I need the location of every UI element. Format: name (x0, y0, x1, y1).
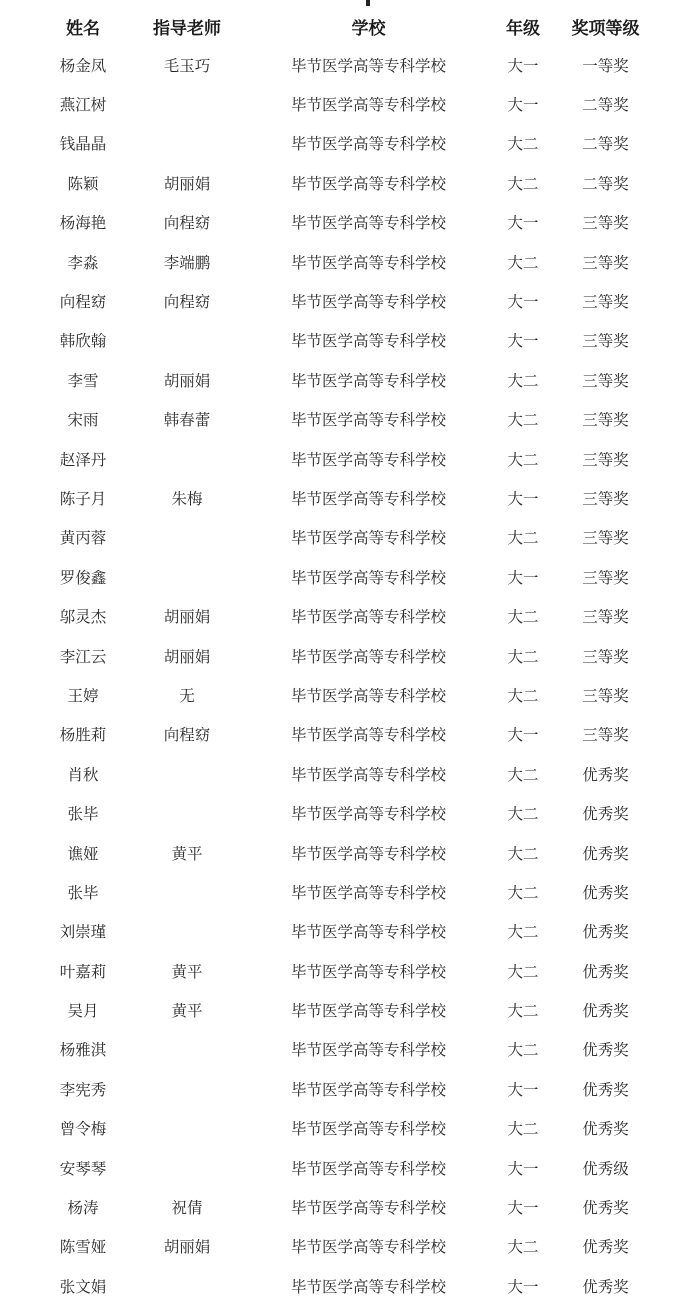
header-award-level: 奖项等级 (571, 19, 640, 39)
header-row (31, 8, 663, 45)
table-row (31, 1227, 663, 1266)
cell-name: 肖秋 (67, 765, 99, 784)
cell-name: 罗俊鑫 (59, 568, 107, 587)
table-row (31, 242, 663, 281)
cell-school: 毕节医学高等专科学校 (290, 962, 446, 981)
cell-teacher (135, 1148, 239, 1187)
cell-school: 毕节医学高等专科学校 (290, 1120, 446, 1139)
cell-school: 毕节医学高等专科学校 (290, 529, 446, 548)
cell-grade: 大一 (507, 489, 539, 508)
cell-teacher (135, 321, 239, 360)
table-row (31, 715, 663, 754)
cell-teacher: 向程窈 (163, 726, 211, 745)
cell-name: 李淼 (67, 253, 99, 272)
cell-grade: 大一 (507, 568, 539, 587)
cell-name: 吴月 (67, 1002, 99, 1021)
cell-name: 燕江树 (59, 96, 107, 115)
cell-grade: 大二 (507, 844, 539, 863)
cell-grade: 大一 (507, 96, 539, 115)
cell-name: 杨雅淇 (59, 1041, 107, 1060)
cell-teacher (135, 124, 239, 163)
cell-grade: 大二 (507, 923, 539, 942)
cell-grade: 大二 (507, 1041, 539, 1060)
cell-school: 毕节医学高等专科学校 (290, 883, 446, 902)
cell-teacher: 李端鹏 (163, 253, 211, 272)
cell-teacher: 黄平 (171, 962, 203, 981)
cell-teacher: 无 (179, 686, 195, 705)
cell-grade: 大一 (507, 332, 539, 351)
table-row (31, 951, 663, 990)
cell-name: 张毕 (67, 883, 99, 902)
cell-grade: 大二 (507, 371, 539, 390)
cell-award-level: 优秀级 (582, 1159, 629, 1178)
cell-school: 毕节医学高等专科学校 (290, 411, 446, 430)
cell-grade: 大二 (507, 883, 539, 902)
cell-school: 毕节医学高等专科学校 (290, 923, 446, 942)
cell-grade: 大二 (507, 647, 539, 666)
cell-grade: 大一 (507, 1080, 539, 1099)
cell-award-level: 三等奖 (582, 411, 629, 430)
cell-name: 王婷 (67, 686, 99, 705)
cell-grade: 大二 (507, 765, 539, 784)
cell-school: 毕节医学高等专科学校 (290, 1002, 446, 1021)
cell-award-level: 三等奖 (582, 214, 629, 233)
table-row (31, 636, 663, 675)
cell-award-level: 优秀奖 (582, 1120, 629, 1139)
cell-name: 陈雪娅 (59, 1238, 107, 1257)
cell-school: 毕节医学高等专科学校 (290, 332, 446, 351)
table-row (31, 45, 663, 84)
cell-school: 毕节医学高等专科学校 (290, 450, 446, 469)
cell-name: 黄丙蓉 (59, 529, 107, 548)
cell-grade: 大一 (507, 1159, 539, 1178)
table-row (31, 557, 663, 596)
table-row (31, 478, 663, 517)
cell-grade: 大一 (507, 214, 539, 233)
header-school: 学校 (351, 19, 386, 39)
cell-teacher: 朱梅 (171, 489, 203, 508)
table-row (31, 675, 663, 714)
cell-school: 毕节医学高等专科学校 (290, 1159, 446, 1178)
cell-school: 毕节医学高等专科学校 (290, 568, 446, 587)
table-row (31, 84, 663, 123)
cell-award-level: 优秀奖 (582, 923, 629, 942)
cell-teacher (135, 518, 239, 557)
cell-school: 毕节医学高等专科学校 (290, 686, 446, 705)
cell-teacher (135, 872, 239, 911)
cell-award-level: 一等奖 (582, 56, 629, 75)
cell-school: 毕节医学高等专科学校 (290, 293, 446, 312)
cell-grade: 大二 (507, 135, 539, 154)
cell-award-level: 三等奖 (582, 253, 629, 272)
cell-grade: 大一 (507, 1277, 539, 1296)
cell-school: 毕节医学高等专科学校 (290, 214, 446, 233)
table-row (31, 1187, 663, 1226)
cell-school: 毕节医学高等专科学校 (290, 1041, 446, 1060)
cell-teacher: 胡丽娟 (163, 647, 211, 666)
cell-school: 毕节医学高等专科学校 (290, 96, 446, 115)
cell-school: 毕节医学高等专科学校 (290, 1080, 446, 1099)
table-row (31, 1266, 663, 1305)
table-row (31, 754, 663, 793)
cell-award-level: 优秀奖 (582, 962, 629, 981)
cell-name: 曾令梅 (59, 1120, 107, 1139)
cell-teacher (135, 1069, 239, 1108)
cell-award-level: 优秀奖 (582, 805, 629, 824)
cell-grade: 大一 (507, 56, 539, 75)
cell-award-level: 二等奖 (582, 96, 629, 115)
cell-grade: 大一 (507, 1199, 539, 1218)
cell-award-level: 三等奖 (582, 608, 629, 627)
cell-name: 张毕 (67, 805, 99, 824)
cell-school: 毕节医学高等专科学校 (290, 726, 446, 745)
cell-school: 毕节医学高等专科学校 (290, 765, 446, 784)
cell-teacher: 胡丽娟 (163, 1238, 211, 1257)
cell-teacher (135, 754, 239, 793)
cell-grade: 大一 (507, 726, 539, 745)
table-row (31, 124, 663, 163)
cell-school: 毕节医学高等专科学校 (290, 371, 446, 390)
table-row (31, 518, 663, 557)
cell-name: 向程窈 (59, 293, 107, 312)
cell-school: 毕节医学高等专科学校 (290, 1277, 446, 1296)
table-row (31, 1148, 663, 1187)
cell-award-level: 二等奖 (582, 174, 629, 193)
cell-school: 毕节医学高等专科学校 (290, 489, 446, 508)
cell-award-level: 优秀奖 (582, 765, 629, 784)
cell-name: 杨金凤 (59, 56, 107, 75)
cell-teacher: 毛玉巧 (163, 56, 211, 75)
cell-name: 杨胜莉 (59, 726, 107, 745)
table-row (31, 360, 663, 399)
cell-name: 叶嘉莉 (59, 962, 107, 981)
cell-teacher (135, 1266, 239, 1305)
table-row (31, 439, 663, 478)
cell-teacher: 胡丽娟 (163, 608, 211, 627)
cell-award-level: 三等奖 (582, 647, 629, 666)
cell-award-level: 优秀奖 (582, 883, 629, 902)
cell-name: 杨涛 (67, 1199, 99, 1218)
table-row (31, 912, 663, 951)
cell-school: 毕节医学高等专科学校 (290, 608, 446, 627)
table-row (31, 1030, 663, 1069)
table-row (31, 163, 663, 202)
cell-award-level: 优秀奖 (582, 844, 629, 863)
table-row (31, 990, 663, 1029)
cell-award-level: 优秀奖 (582, 1041, 629, 1060)
header-teacher: 指导老师 (153, 19, 221, 39)
cell-school: 毕节医学高等专科学校 (290, 135, 446, 154)
table-row (31, 321, 663, 360)
cell-teacher: 黄平 (171, 844, 203, 863)
cell-name: 陈子月 (59, 489, 107, 508)
cell-grade: 大二 (507, 253, 539, 272)
cell-name: 杨海艳 (59, 214, 107, 233)
cell-award-level: 优秀奖 (582, 1080, 629, 1099)
cell-name: 李宪秀 (59, 1080, 107, 1099)
table-row (31, 872, 663, 911)
cell-name: 安琴琴 (59, 1159, 107, 1178)
cell-award-level: 优秀奖 (582, 1277, 629, 1296)
cell-award-level: 优秀奖 (582, 1002, 629, 1021)
cell-teacher: 祝倩 (171, 1199, 203, 1218)
cell-teacher (135, 439, 239, 478)
cell-teacher (135, 793, 239, 832)
cell-grade: 大二 (507, 1238, 539, 1257)
cell-grade: 大二 (507, 686, 539, 705)
table-row (31, 1109, 663, 1148)
cell-teacher: 向程窈 (163, 214, 211, 233)
header-grade: 年级 (506, 19, 540, 39)
cell-award-level: 三等奖 (582, 332, 629, 351)
cell-award-level: 二等奖 (582, 135, 629, 154)
award-table (31, 8, 663, 1306)
cell-name: 陈颖 (67, 174, 99, 193)
cell-grade: 大一 (507, 293, 539, 312)
cell-grade: 大二 (507, 1002, 539, 1021)
cell-award-level: 三等奖 (582, 450, 629, 469)
table-row (31, 793, 663, 832)
table-row (31, 203, 663, 242)
cell-school: 毕节医学高等专科学校 (290, 647, 446, 666)
cell-award-level: 三等奖 (582, 293, 629, 312)
cell-name: 李雪 (67, 371, 99, 390)
cell-grade: 大二 (507, 450, 539, 469)
cell-teacher (135, 1109, 239, 1148)
cell-award-level: 三等奖 (582, 568, 629, 587)
cell-name: 李江云 (59, 647, 107, 666)
cell-name: 谯娅 (67, 844, 99, 863)
header-name: 姓名 (66, 19, 100, 39)
cell-teacher (135, 557, 239, 596)
cell-teacher (135, 84, 239, 123)
cell-award-level: 三等奖 (582, 489, 629, 508)
cropped-title-fragment (366, 0, 370, 6)
cell-grade: 大二 (507, 411, 539, 430)
table-row (31, 1069, 663, 1108)
table-row (31, 833, 663, 872)
cell-award-level: 三等奖 (582, 529, 629, 548)
cell-teacher: 向程窈 (163, 293, 211, 312)
cell-name: 张文娟 (59, 1277, 107, 1296)
table-row (31, 400, 663, 439)
cell-school: 毕节医学高等专科学校 (290, 253, 446, 272)
cell-name: 钱晶晶 (59, 135, 107, 154)
cell-award-level: 优秀奖 (582, 1238, 629, 1257)
cell-award-level: 优秀奖 (582, 1199, 629, 1218)
cell-award-level: 三等奖 (582, 726, 629, 745)
cell-name: 邬灵杰 (59, 608, 107, 627)
cell-grade: 大二 (507, 529, 539, 548)
cell-name: 宋雨 (67, 411, 99, 430)
cell-teacher: 黄平 (171, 1002, 203, 1021)
table-row (31, 281, 663, 320)
cell-school: 毕节医学高等专科学校 (290, 1238, 446, 1257)
cell-teacher: 韩春蕾 (163, 411, 211, 430)
cell-school: 毕节医学高等专科学校 (290, 174, 446, 193)
cell-grade: 大二 (507, 962, 539, 981)
cell-school: 毕节医学高等专科学校 (290, 844, 446, 863)
cell-name: 韩欣翰 (59, 332, 107, 351)
cell-name: 赵泽丹 (59, 450, 107, 469)
cell-award-level: 三等奖 (582, 371, 629, 390)
cell-grade: 大二 (507, 174, 539, 193)
cell-teacher: 胡丽娟 (163, 174, 211, 193)
table-header (31, 8, 663, 45)
cell-teacher (135, 912, 239, 951)
cell-school: 毕节医学高等专科学校 (290, 805, 446, 824)
cell-award-level: 三等奖 (582, 686, 629, 705)
cell-name: 刘崇瑾 (59, 923, 107, 942)
cell-teacher (135, 1030, 239, 1069)
table-row (31, 596, 663, 635)
table-body (31, 45, 663, 1306)
cell-teacher: 胡丽娟 (163, 371, 211, 390)
cell-school: 毕节医学高等专科学校 (290, 56, 446, 75)
cell-grade: 大二 (507, 608, 539, 627)
cell-school: 毕节医学高等专科学校 (290, 1199, 446, 1218)
cell-grade: 大二 (507, 805, 539, 824)
cell-grade: 大二 (507, 1120, 539, 1139)
